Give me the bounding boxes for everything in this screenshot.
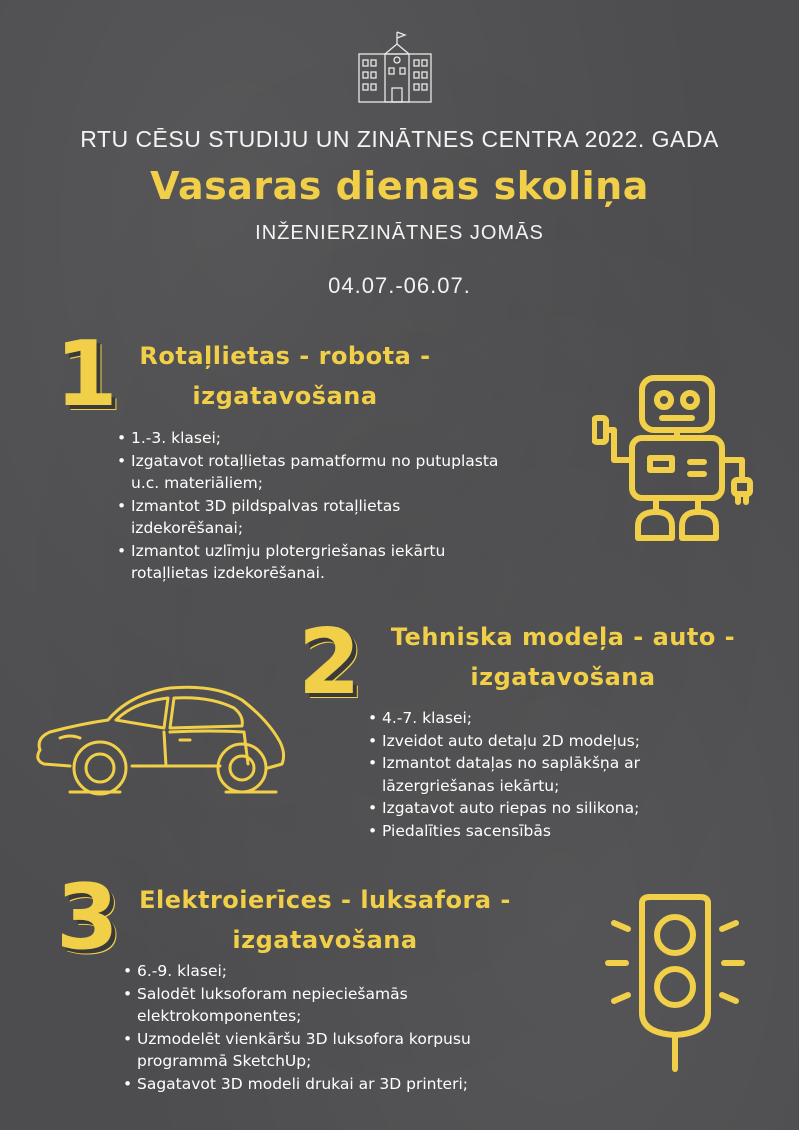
date-range: 04.07.-06.07. xyxy=(328,273,471,298)
section-1-title xyxy=(100,336,470,416)
traffic-light-icon xyxy=(600,893,750,1075)
list-item: rotaļlietas izdekorēšanai. xyxy=(131,564,325,582)
section-2-list xyxy=(368,707,788,842)
robot-icon xyxy=(592,370,770,545)
list-item: • Salodēt luksoforam nepieciešamās xyxy=(123,983,583,1006)
section-1-title-line2: izgatavošana xyxy=(192,382,378,410)
header-pre-title: RTU CĒSU STUDIJU UN ZINĀTNES CENTRA 2022. GADA xyxy=(80,126,719,152)
page-title: Vasaras dienas skoliņa xyxy=(150,164,649,208)
list-item: programmā SketchUp; xyxy=(137,1052,312,1070)
section-3-title-line1: Elektroierīces - luksafora - xyxy=(139,886,511,914)
car-icon xyxy=(30,680,292,800)
section-1-list xyxy=(117,427,577,585)
list-item: • 4.-7. klasei; xyxy=(368,707,788,730)
list-item: lāzergriešanas iekārtu; xyxy=(382,776,560,795)
list-item: • Piedalīties sacensībās xyxy=(368,820,788,843)
list-item: izdekorēšanai; xyxy=(131,519,244,537)
section-number-3: 3 xyxy=(56,865,119,970)
section-2-title-line2: izgatavošana xyxy=(470,663,656,691)
page-subtitle: INŽENIERZINĀTNES JOMĀS xyxy=(255,222,544,244)
section-3-title-line2: izgatavošana xyxy=(232,926,418,954)
list-item: • Izmantot uzlīmju plotergriešanas iekārtu xyxy=(117,540,577,563)
section-number-2: 2 xyxy=(298,610,361,715)
list-item: • Izgatavot rotaļlietas pamatformu no putuplasta xyxy=(117,450,577,473)
section-2-title-line1: Tehniska modeļa - auto - xyxy=(390,623,736,651)
list-item: • Uzmodelēt vienkāršu 3D luksofora korpusu xyxy=(123,1028,583,1051)
list-item: elektrokomponentes; xyxy=(137,1007,302,1025)
list-item: • Sagatavot 3D modeli drukai ar 3D printeri; xyxy=(123,1073,583,1096)
list-item: • Izgatavot auto riepas no silikona; xyxy=(368,797,788,820)
list-item: • Izmantot 3D pildspalvas rotaļlietas xyxy=(117,495,577,518)
section-1-title-line1: Rotaļlietas - robota - xyxy=(139,342,431,370)
list-item: • 1.-3. klasei; xyxy=(117,427,577,450)
list-item: • Izveidot auto detaļu 2D modeļus; xyxy=(368,730,788,753)
section-3-list xyxy=(123,960,583,1095)
list-item: u.c. materiāliem; xyxy=(131,474,263,492)
section-2-title xyxy=(358,617,768,697)
list-item: • Izmantot dataļas no saplākšņa ar xyxy=(368,752,788,775)
section-3-title xyxy=(110,880,540,960)
section-number-1: 1 xyxy=(55,322,118,427)
school-building-icon xyxy=(355,30,435,106)
list-item: • 6.-9. klasei; xyxy=(123,960,583,983)
